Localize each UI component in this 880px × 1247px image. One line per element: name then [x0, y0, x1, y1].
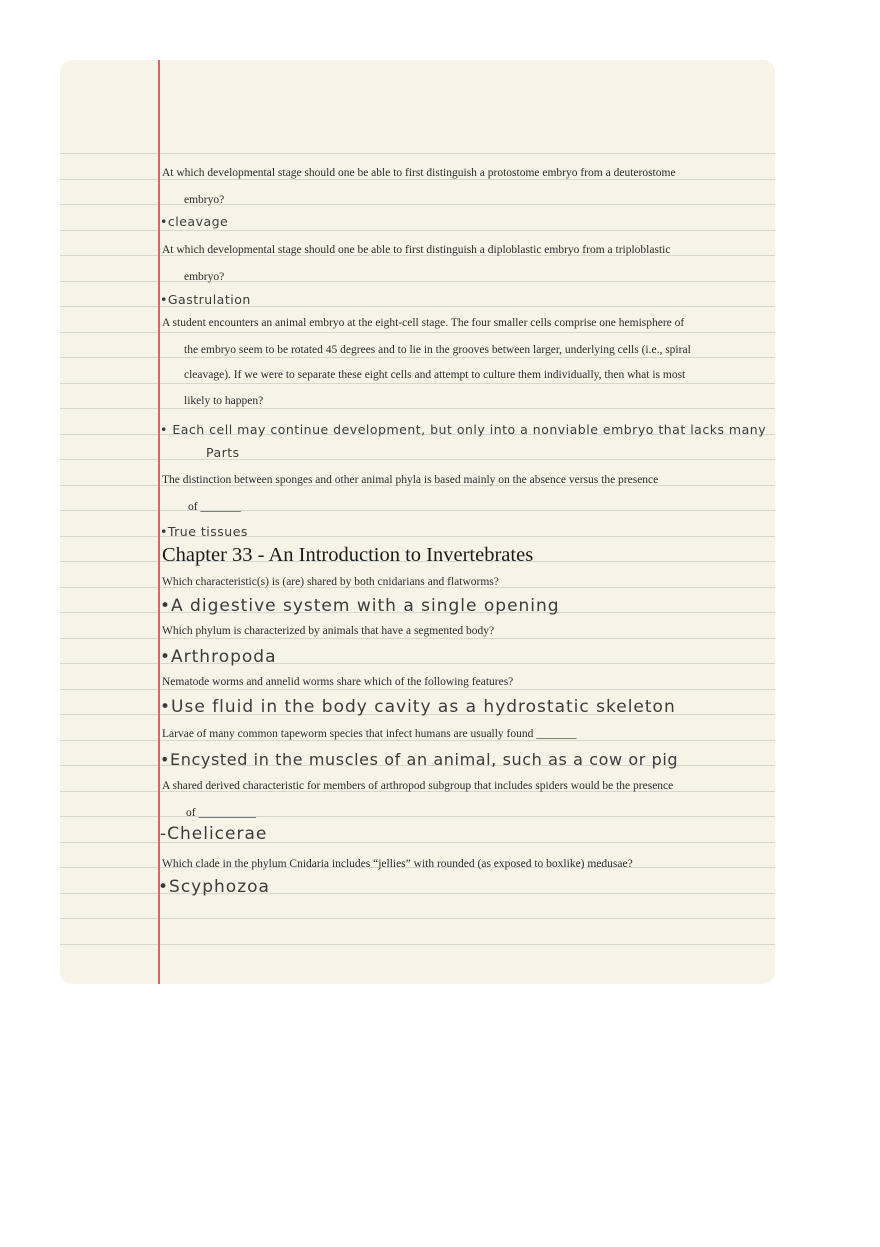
question-3-cont-1: the embryo seem to be rotated 45 degrees and to lie in the grooves between larger, underlying cells (i.e., spiral — [184, 344, 691, 356]
answer-4: •True tissues — [160, 524, 248, 539]
ruled-line — [60, 153, 775, 154]
answer-7: •Use fluid in the body cavity as a hydrostatic skeleton — [160, 697, 676, 717]
ruled-line — [60, 408, 775, 409]
question-8: Larvae of many common tapeworm species that infect humans are usually found _______ — [162, 728, 577, 740]
ruled-line — [60, 918, 775, 919]
ruled-line — [60, 459, 775, 460]
ruled-line — [60, 383, 775, 384]
question-3-cont-2: cleavage). If we were to separate these eight cells and attempt to culture them individually, then what is most — [184, 369, 686, 381]
chapter-title: Chapter 33 - An Introduction to Invertebrates — [162, 544, 534, 566]
answer-3-cont: Parts — [206, 445, 240, 460]
question-1-cont: embryo? — [184, 194, 225, 206]
answer-10: •Scyphozoa — [158, 877, 270, 897]
question-3: A student encounters an animal embryo at the eight-cell stage. The four smaller cells comprise one hemisphere of — [162, 317, 685, 329]
answer-8: •Encysted in the muscles of an animal, such as a cow or pig — [160, 750, 679, 769]
answer-1: •cleavage — [160, 214, 229, 229]
ruled-line — [60, 230, 775, 231]
notebook-page — [60, 60, 775, 984]
question-3-cont-3: likely to happen? — [184, 395, 264, 407]
question-7: Nematode worms and annelid worms share which of the following features? — [162, 676, 514, 688]
ruled-line — [60, 944, 775, 945]
question-9: A shared derived characteristic for members of arthropod subgroup that includes spiders would be the presence — [162, 780, 674, 792]
question-4-cont: of _______ — [188, 501, 241, 513]
ruled-line — [60, 204, 775, 205]
ruled-line — [60, 689, 775, 690]
question-2-cont: embryo? — [184, 271, 225, 283]
answer-5: •A digestive system with a single opening — [160, 596, 560, 616]
question-1: At which developmental stage should one be able to first distinguish a protostome embryo from a deuterostome — [162, 167, 676, 179]
ruled-line — [60, 510, 775, 511]
question-2: At which developmental stage should one be able to first distinguish a diploblastic embryo from a triploblastic — [162, 244, 671, 256]
ruled-line — [60, 281, 775, 282]
ruled-line — [60, 638, 775, 639]
answer-6: •Arthropoda — [160, 647, 277, 667]
question-9-cont: of __________ — [186, 807, 256, 819]
question-6: Which phylum is characterized by animals that have a segmented body? — [162, 625, 495, 637]
margin-line — [158, 60, 160, 984]
answer-3: • Each cell may continue development, but only into a nonviable embryo that lacks many — [160, 422, 767, 437]
ruled-line — [60, 357, 775, 358]
answer-9: -Chelicerae — [160, 824, 268, 844]
answer-2: •Gastrulation — [160, 292, 251, 307]
ruled-line — [60, 816, 775, 817]
ruled-line — [60, 332, 775, 333]
question-10: Which clade in the phylum Cnidaria includes “jellies” with rounded (as exposed to boxlike) medusae? — [162, 858, 633, 870]
question-5: Which characteristic(s) is (are) shared by both cnidarians and flatworms? — [162, 576, 499, 588]
question-4: The distinction between sponges and other animal phyla is based mainly on the absence versus the presence — [162, 474, 659, 486]
